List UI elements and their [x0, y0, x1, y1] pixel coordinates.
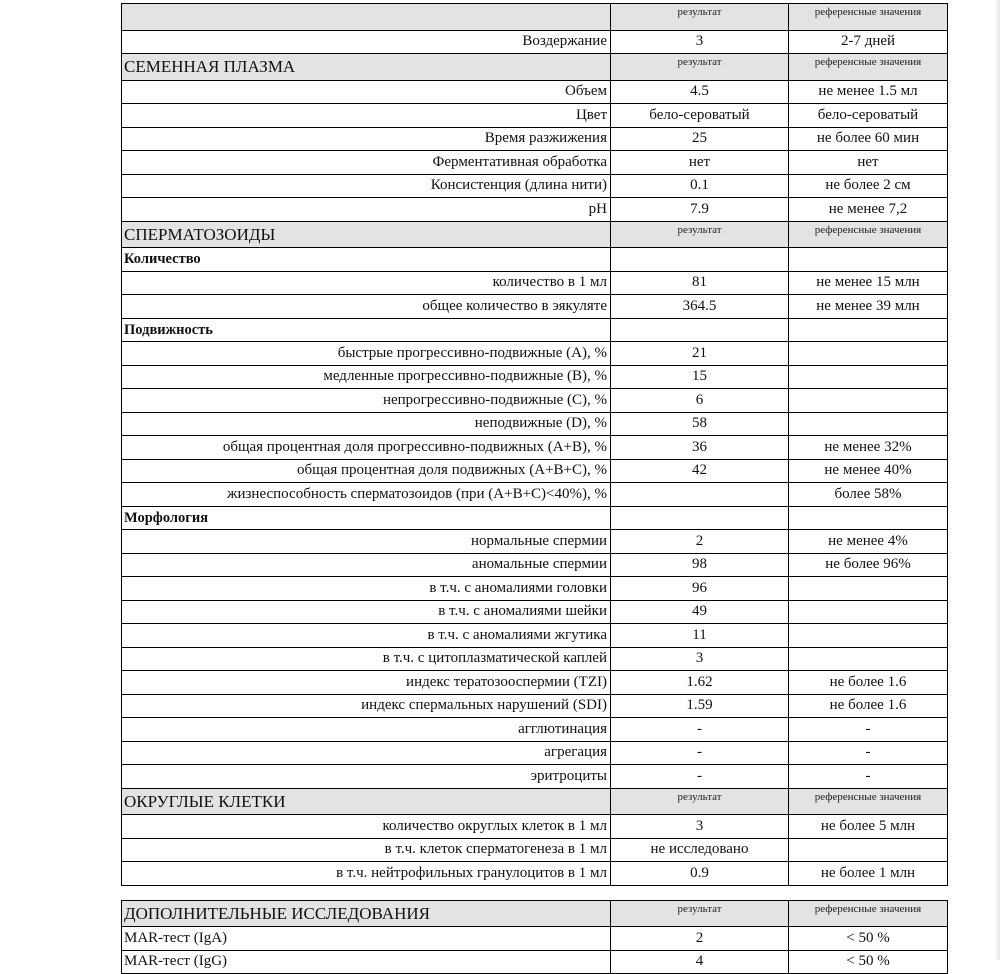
row-result: 81 [611, 271, 789, 295]
row-label: Консистенция (длина нити) [122, 174, 611, 198]
table-row [122, 815, 948, 839]
top-header-blank [122, 4, 611, 31]
row-label: в т.ч. с цитоплазматической каплей [122, 647, 611, 671]
round-cells-header-row [122, 788, 948, 815]
row-reference: не менее 1.5 мл [789, 80, 948, 104]
row-result: 4.5 [611, 80, 789, 104]
table-row [122, 365, 948, 389]
additional-tests-reference-header: референсные значения [789, 900, 948, 927]
row-reference [789, 342, 948, 366]
abstinence-row [122, 30, 948, 54]
row-result: не исследовано [611, 838, 789, 862]
row-result: 1.62 [611, 671, 789, 695]
table-row [122, 741, 948, 765]
row-result: 0.9 [611, 862, 789, 886]
row-result: 2 [611, 530, 789, 554]
table-row [122, 624, 948, 648]
round-cells-reference-header: референсные значения [789, 788, 948, 815]
row-result: 7.9 [611, 198, 789, 222]
row-reference: не менее 4% [789, 530, 948, 554]
row-reference: не менее 40% [789, 459, 948, 483]
row-label: Время разжижения [122, 127, 611, 151]
table-row [122, 694, 948, 718]
morphology-subheader: Морфология [122, 506, 611, 530]
row-label: общая процентная доля прогрессивно-подвижных (А+В), % [122, 436, 611, 460]
row-label: Цвет [122, 104, 611, 128]
row-reference: не более 96% [789, 553, 948, 577]
table-row [122, 718, 948, 742]
row-result: бело-сероватый [611, 104, 789, 128]
row-label: в т.ч. нейтрофильных гранулоцитов в 1 мл [122, 862, 611, 886]
row-label: в т.ч. клеток сперматогенеза в 1 мл [122, 838, 611, 862]
row-label: общее количество в эякуляте [122, 295, 611, 319]
table-row [122, 927, 948, 951]
additional-tests-header-row [122, 900, 948, 927]
row-label: быстрые прогрессивно-подвижные (А), % [122, 342, 611, 366]
table-row [122, 151, 948, 175]
row-result: 0.1 [611, 174, 789, 198]
row-reference [789, 412, 948, 436]
abstinence-reference: 2-7 дней [789, 30, 948, 54]
row-result: 42 [611, 459, 789, 483]
row-result: 364.5 [611, 295, 789, 319]
row-label: в т.ч. с аномалиями шейки [122, 600, 611, 624]
row-result: - [611, 741, 789, 765]
quantity-subheader-row [122, 248, 948, 272]
table-row [122, 127, 948, 151]
row-reference: < 50 % [789, 927, 948, 951]
table-row [122, 577, 948, 601]
report-body [122, 4, 948, 974]
row-reference: не менее 32% [789, 436, 948, 460]
row-reference: не более 1 млн [789, 862, 948, 886]
round-cells-title: ОКРУГЛЫЕ КЛЕТКИ [122, 788, 611, 815]
table-row [122, 389, 948, 413]
spermatozoa-reference-header: референсные значения [789, 221, 948, 248]
spermatozoa-header-row [122, 221, 948, 248]
seminal-plasma-title: СЕМЕННАЯ ПЛАЗМА [122, 54, 611, 81]
spermatozoa-title: СПЕРМАТОЗОИДЫ [122, 221, 611, 248]
row-label: медленные прогрессивно-подвижные (B), % [122, 365, 611, 389]
row-result: 1.59 [611, 694, 789, 718]
table-row [122, 862, 948, 886]
row-result: 96 [611, 577, 789, 601]
motility-subheader: Подвижность [122, 318, 611, 342]
row-label: в т.ч. с аномалиями жгутика [122, 624, 611, 648]
row-reference: - [789, 765, 948, 789]
row-result: нет [611, 151, 789, 175]
row-reference: не более 1.6 [789, 694, 948, 718]
row-result: 3 [611, 647, 789, 671]
seminal-plasma-result-header: результат [611, 54, 789, 81]
morphology-subheader-blank-reference [789, 506, 948, 530]
row-reference: нет [789, 151, 948, 175]
row-label: количество в 1 мл [122, 271, 611, 295]
row-label: MAR-тест (IgA) [122, 927, 611, 951]
row-result: 3 [611, 815, 789, 839]
semen-analysis-table [121, 3, 948, 974]
row-label: общая процентная доля подвижных (А+В+С), % [122, 459, 611, 483]
morphology-subheader-row [122, 506, 948, 530]
row-reference: не менее 15 млн [789, 271, 948, 295]
seminal-plasma-reference-header: референсные значения [789, 54, 948, 81]
row-label: Объем [122, 80, 611, 104]
table-row [122, 647, 948, 671]
row-label: в т.ч. с аномалиями головки [122, 577, 611, 601]
table-row [122, 838, 948, 862]
table-row [122, 342, 948, 366]
row-reference: не менее 7,2 [789, 198, 948, 222]
table-row [122, 483, 948, 507]
table-row [122, 104, 948, 128]
row-reference: не более 5 млн [789, 815, 948, 839]
row-label: жизнеспособность сперматозоидов (при (А+В+С)<40%), % [122, 483, 611, 507]
table-row [122, 295, 948, 319]
row-label: pH [122, 198, 611, 222]
quantity-subheader: Количество [122, 248, 611, 272]
quantity-subheader-blank-result [611, 248, 789, 272]
row-label: индекс спермальных нарушений (SDI) [122, 694, 611, 718]
seminal-plasma-header-row [122, 54, 948, 81]
row-reference [789, 647, 948, 671]
row-result: - [611, 765, 789, 789]
spermatozoa-result-header: результат [611, 221, 789, 248]
table-row [122, 553, 948, 577]
row-reference: не менее 39 млн [789, 295, 948, 319]
row-result: 4 [611, 950, 789, 974]
row-result: - [611, 718, 789, 742]
abstinence-label: Воздержание [122, 30, 611, 54]
motility-subheader-row [122, 318, 948, 342]
row-label: агглютинация [122, 718, 611, 742]
row-label: нормальные спермии [122, 530, 611, 554]
row-label: MAR-тест (IgG) [122, 950, 611, 974]
table-row [122, 530, 948, 554]
table-row [122, 174, 948, 198]
table-row [122, 80, 948, 104]
table-row [122, 765, 948, 789]
table-row [122, 600, 948, 624]
motility-subheader-blank-reference [789, 318, 948, 342]
row-label: непрогрессивно-подвижные (C), % [122, 389, 611, 413]
row-result: 58 [611, 412, 789, 436]
row-result: 98 [611, 553, 789, 577]
page-edge-shadow [994, 0, 1000, 960]
additional-tests-title: ДОПОЛНИТЕЛЬНЫЕ ИССЛЕДОВАНИЯ [122, 900, 611, 927]
row-reference: более 58% [789, 483, 948, 507]
row-reference: - [789, 718, 948, 742]
top-header-reference: референсные значения [789, 4, 948, 31]
row-reference [789, 577, 948, 601]
row-reference: не более 1.6 [789, 671, 948, 695]
row-result: 36 [611, 436, 789, 460]
row-reference: < 50 % [789, 950, 948, 974]
row-result: 2 [611, 927, 789, 951]
spacer-cell [122, 885, 948, 900]
motility-subheader-blank-result [611, 318, 789, 342]
row-result: 15 [611, 365, 789, 389]
row-reference [789, 624, 948, 648]
row-label: агрегация [122, 741, 611, 765]
row-result [611, 483, 789, 507]
row-label: аномальные спермии [122, 553, 611, 577]
row-label: эритроциты [122, 765, 611, 789]
row-reference [789, 389, 948, 413]
row-reference [789, 600, 948, 624]
table-row [122, 950, 948, 974]
round-cells-result-header: результат [611, 788, 789, 815]
top-header-row [122, 4, 948, 31]
quantity-subheader-blank-reference [789, 248, 948, 272]
row-label: индекс тератозооспермии (TZI) [122, 671, 611, 695]
row-reference: не более 2 см [789, 174, 948, 198]
table-row [122, 271, 948, 295]
row-reference [789, 365, 948, 389]
row-reference: бело-сероватый [789, 104, 948, 128]
table-row [122, 436, 948, 460]
row-reference [789, 838, 948, 862]
row-result: 49 [611, 600, 789, 624]
table-row [122, 198, 948, 222]
row-result: 21 [611, 342, 789, 366]
table-row [122, 459, 948, 483]
row-result: 25 [611, 127, 789, 151]
additional-tests-result-header: результат [611, 900, 789, 927]
morphology-subheader-blank-result [611, 506, 789, 530]
row-label: количество округлых клеток в 1 мл [122, 815, 611, 839]
top-header-result: результат [611, 4, 789, 31]
table-row [122, 671, 948, 695]
row-result: 6 [611, 389, 789, 413]
abstinence-value: 3 [611, 30, 789, 54]
row-label: Ферментативная обработка [122, 151, 611, 175]
row-label: неподвижные (D), % [122, 412, 611, 436]
table-row [122, 412, 948, 436]
row-result: 11 [611, 624, 789, 648]
row-reference: - [789, 741, 948, 765]
row-reference: не более 60 мин [789, 127, 948, 151]
section-spacer [122, 885, 948, 900]
